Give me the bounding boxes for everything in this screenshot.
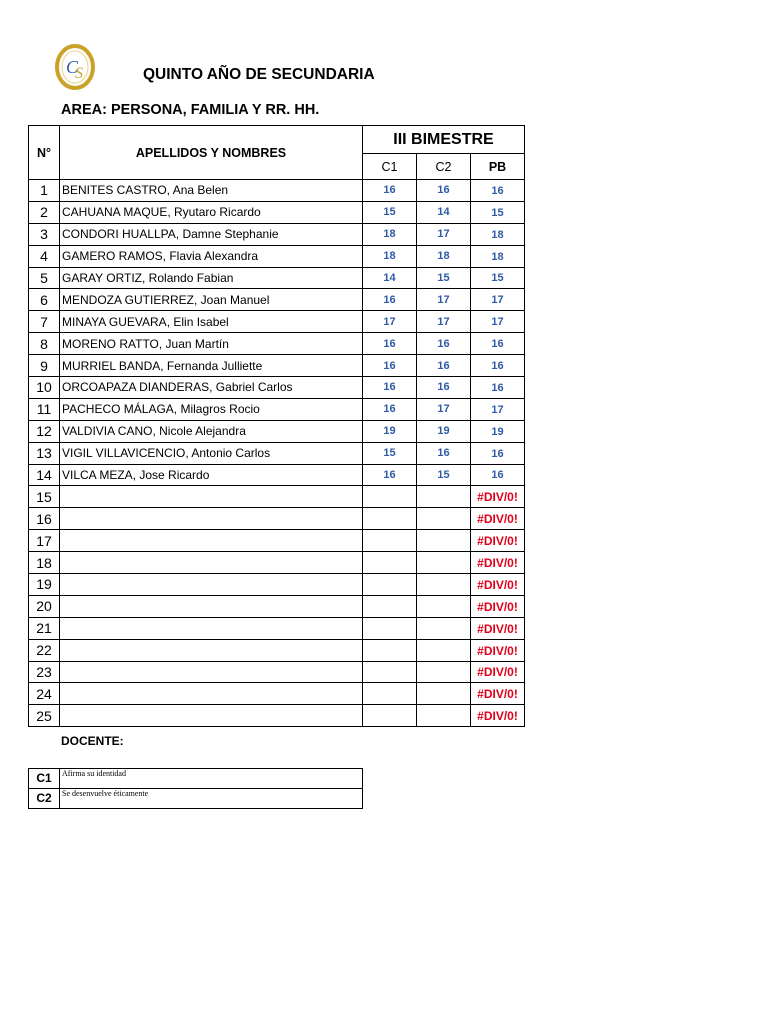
- grade-c1: 18: [363, 245, 417, 267]
- student-name: [60, 639, 363, 661]
- header-number: N°: [29, 126, 60, 180]
- grade-c2: [417, 595, 471, 617]
- grade-c1: 16: [363, 464, 417, 486]
- grade-c2: 19: [417, 420, 471, 442]
- grade-c2: [417, 552, 471, 574]
- grade-c1: [363, 486, 417, 508]
- student-name: MENDOZA GUTIERREZ, Joan Manuel: [60, 289, 363, 311]
- table-row: [29, 442, 525, 464]
- grade-pb: 17: [471, 311, 525, 333]
- table-row: [29, 530, 525, 552]
- student-name: MURRIEL BANDA, Fernanda Julliette: [60, 355, 363, 377]
- student-name: [60, 661, 363, 683]
- table-row: [29, 289, 525, 311]
- row-number: 19: [29, 574, 60, 596]
- student-name: BENITES CASTRO, Ana Belen: [60, 180, 363, 202]
- row-number: 2: [29, 201, 60, 223]
- grade-c2: 17: [417, 311, 471, 333]
- student-name: GARAY ORTIZ, Rolando Fabian: [60, 267, 363, 289]
- row-number: 11: [29, 398, 60, 420]
- svg-text:C: C: [66, 57, 79, 77]
- area-subtitle: AREA: PERSONA, FAMILIA Y RR. HH.: [61, 102, 320, 118]
- grades-table: [28, 125, 525, 727]
- grade-c1: 18: [363, 223, 417, 245]
- student-name: MORENO RATTO, Juan Martín: [60, 333, 363, 355]
- table-row: [29, 486, 525, 508]
- grade-c1: 16: [363, 398, 417, 420]
- header-c1: C1: [363, 154, 417, 180]
- table-row: [29, 311, 525, 333]
- grade-pb: 16: [471, 442, 525, 464]
- row-number: 3: [29, 223, 60, 245]
- student-name: CONDORI HUALLPA, Damne Stephanie: [60, 223, 363, 245]
- grade-pb: #DIV/0!: [471, 552, 525, 574]
- competencies-legend: [28, 768, 363, 809]
- student-name: [60, 530, 363, 552]
- grade-c2: 17: [417, 289, 471, 311]
- grade-c2: 17: [417, 398, 471, 420]
- row-number: 12: [29, 420, 60, 442]
- grade-c1: [363, 617, 417, 639]
- table-row: [29, 661, 525, 683]
- student-name: [60, 574, 363, 596]
- student-name: ORCOAPAZA DIANDERAS, Gabriel Carlos: [60, 377, 363, 399]
- student-name: PACHECO MÁLAGA, Milagros Rocio: [60, 398, 363, 420]
- grade-c2: 14: [417, 201, 471, 223]
- row-number: 22: [29, 639, 60, 661]
- student-name: GAMERO RAMOS, Flavia Alexandra: [60, 245, 363, 267]
- grade-c2: [417, 705, 471, 727]
- row-number: 14: [29, 464, 60, 486]
- grade-pb: #DIV/0!: [471, 661, 525, 683]
- student-name: [60, 617, 363, 639]
- grade-c1: [363, 530, 417, 552]
- competency-code: C2: [29, 789, 60, 809]
- grade-pb: 18: [471, 245, 525, 267]
- grade-rows: [29, 180, 525, 727]
- table-row: [29, 705, 525, 727]
- row-number: 16: [29, 508, 60, 530]
- table-row: [29, 464, 525, 486]
- grade-c2: 15: [417, 267, 471, 289]
- grade-pb: 18: [471, 223, 525, 245]
- row-number: 17: [29, 530, 60, 552]
- grade-c2: [417, 639, 471, 661]
- grade-c2: [417, 661, 471, 683]
- table-row: [29, 595, 525, 617]
- table-row: [29, 267, 525, 289]
- row-number: 23: [29, 661, 60, 683]
- grade-c1: [363, 661, 417, 683]
- header-period: III BIMESTRE: [363, 126, 525, 154]
- student-name: [60, 705, 363, 727]
- grade-pb: 15: [471, 201, 525, 223]
- row-number: 7: [29, 311, 60, 333]
- grade-c1: 16: [363, 333, 417, 355]
- grade-c2: [417, 530, 471, 552]
- row-number: 20: [29, 595, 60, 617]
- competency-row: [29, 789, 363, 809]
- grade-c1: 17: [363, 311, 417, 333]
- row-number: 10: [29, 377, 60, 399]
- row-number: 15: [29, 486, 60, 508]
- grade-c1: 16: [363, 355, 417, 377]
- grade-c2: [417, 617, 471, 639]
- grade-c1: [363, 552, 417, 574]
- grade-pb: #DIV/0!: [471, 639, 525, 661]
- grade-c2: 17: [417, 223, 471, 245]
- grade-c1: [363, 683, 417, 705]
- grade-c1: 16: [363, 289, 417, 311]
- grade-c1: 14: [363, 267, 417, 289]
- row-number: 9: [29, 355, 60, 377]
- table-row: [29, 508, 525, 530]
- grade-pb: 16: [471, 464, 525, 486]
- grade-c2: [417, 574, 471, 596]
- grade-c2: [417, 683, 471, 705]
- grade-pb: 17: [471, 398, 525, 420]
- table-row: [29, 333, 525, 355]
- competency-code: C1: [29, 769, 60, 789]
- grade-c2: 16: [417, 180, 471, 202]
- grade-pb: #DIV/0!: [471, 705, 525, 727]
- student-name: VALDIVIA CANO, Nicole Alejandra: [60, 420, 363, 442]
- header-pb: PB: [471, 154, 525, 180]
- row-number: 25: [29, 705, 60, 727]
- grade-pb: 15: [471, 267, 525, 289]
- grade-pb: #DIV/0!: [471, 508, 525, 530]
- grade-pb: #DIV/0!: [471, 486, 525, 508]
- student-name: [60, 595, 363, 617]
- grade-pb: #DIV/0!: [471, 683, 525, 705]
- grade-c1: [363, 595, 417, 617]
- svg-text:S: S: [75, 65, 83, 82]
- grade-c1: 15: [363, 442, 417, 464]
- competency-description: Se desenvuelve éticamente: [60, 789, 363, 809]
- grade-pb: #DIV/0!: [471, 617, 525, 639]
- student-name: MINAYA GUEVARA, Elin Isabel: [60, 311, 363, 333]
- student-name: [60, 552, 363, 574]
- grade-c2: [417, 508, 471, 530]
- table-row: [29, 683, 525, 705]
- grade-c2: 16: [417, 377, 471, 399]
- table-row: [29, 617, 525, 639]
- table-row: [29, 245, 525, 267]
- table-row: [29, 574, 525, 596]
- page-title: QUINTO AÑO DE SECUNDARIA: [143, 66, 375, 83]
- table-row: [29, 398, 525, 420]
- grade-c2: 18: [417, 245, 471, 267]
- grade-pb: 16: [471, 355, 525, 377]
- row-number: 24: [29, 683, 60, 705]
- table-row: [29, 223, 525, 245]
- student-name: [60, 486, 363, 508]
- grade-c2: 16: [417, 333, 471, 355]
- competency-description: Afirma su identidad: [60, 769, 363, 789]
- table-row: [29, 180, 525, 202]
- table-row: [29, 201, 525, 223]
- header-c2: C2: [417, 154, 471, 180]
- grade-pb: #DIV/0!: [471, 595, 525, 617]
- student-name: VILCA MEZA, Jose Ricardo: [60, 464, 363, 486]
- row-number: 13: [29, 442, 60, 464]
- table-row: [29, 420, 525, 442]
- student-name: VIGIL VILLAVICENCIO, Antonio Carlos: [60, 442, 363, 464]
- grade-c1: [363, 574, 417, 596]
- grade-c1: 19: [363, 420, 417, 442]
- docente-label: DOCENTE:: [61, 734, 124, 748]
- grade-pb: #DIV/0!: [471, 574, 525, 596]
- table-row: [29, 552, 525, 574]
- grade-c1: [363, 508, 417, 530]
- grade-pb: 16: [471, 377, 525, 399]
- row-number: 1: [29, 180, 60, 202]
- table-row: [29, 639, 525, 661]
- school-logo: [52, 42, 100, 90]
- student-name: [60, 508, 363, 530]
- grade-pb: 19: [471, 420, 525, 442]
- grade-pb: 17: [471, 289, 525, 311]
- row-number: 21: [29, 617, 60, 639]
- grade-c2: 15: [417, 464, 471, 486]
- grade-pb: #DIV/0!: [471, 530, 525, 552]
- row-number: 18: [29, 552, 60, 574]
- student-name: [60, 683, 363, 705]
- grade-c2: 16: [417, 442, 471, 464]
- grade-c1: 15: [363, 201, 417, 223]
- header-names: APELLIDOS Y NOMBRES: [60, 126, 363, 180]
- table-row: [29, 377, 525, 399]
- row-number: 4: [29, 245, 60, 267]
- row-number: 6: [29, 289, 60, 311]
- grade-c2: [417, 486, 471, 508]
- row-number: 8: [29, 333, 60, 355]
- grade-c1: 16: [363, 180, 417, 202]
- grade-c1: [363, 705, 417, 727]
- grade-c1: [363, 639, 417, 661]
- student-name: CAHUANA MAQUE, Ryutaro Ricardo: [60, 201, 363, 223]
- grade-pb: 16: [471, 333, 525, 355]
- competency-row: [29, 769, 363, 789]
- grade-pb: 16: [471, 180, 525, 202]
- row-number: 5: [29, 267, 60, 289]
- grade-c2: 16: [417, 355, 471, 377]
- grade-c1: 16: [363, 377, 417, 399]
- table-row: [29, 355, 525, 377]
